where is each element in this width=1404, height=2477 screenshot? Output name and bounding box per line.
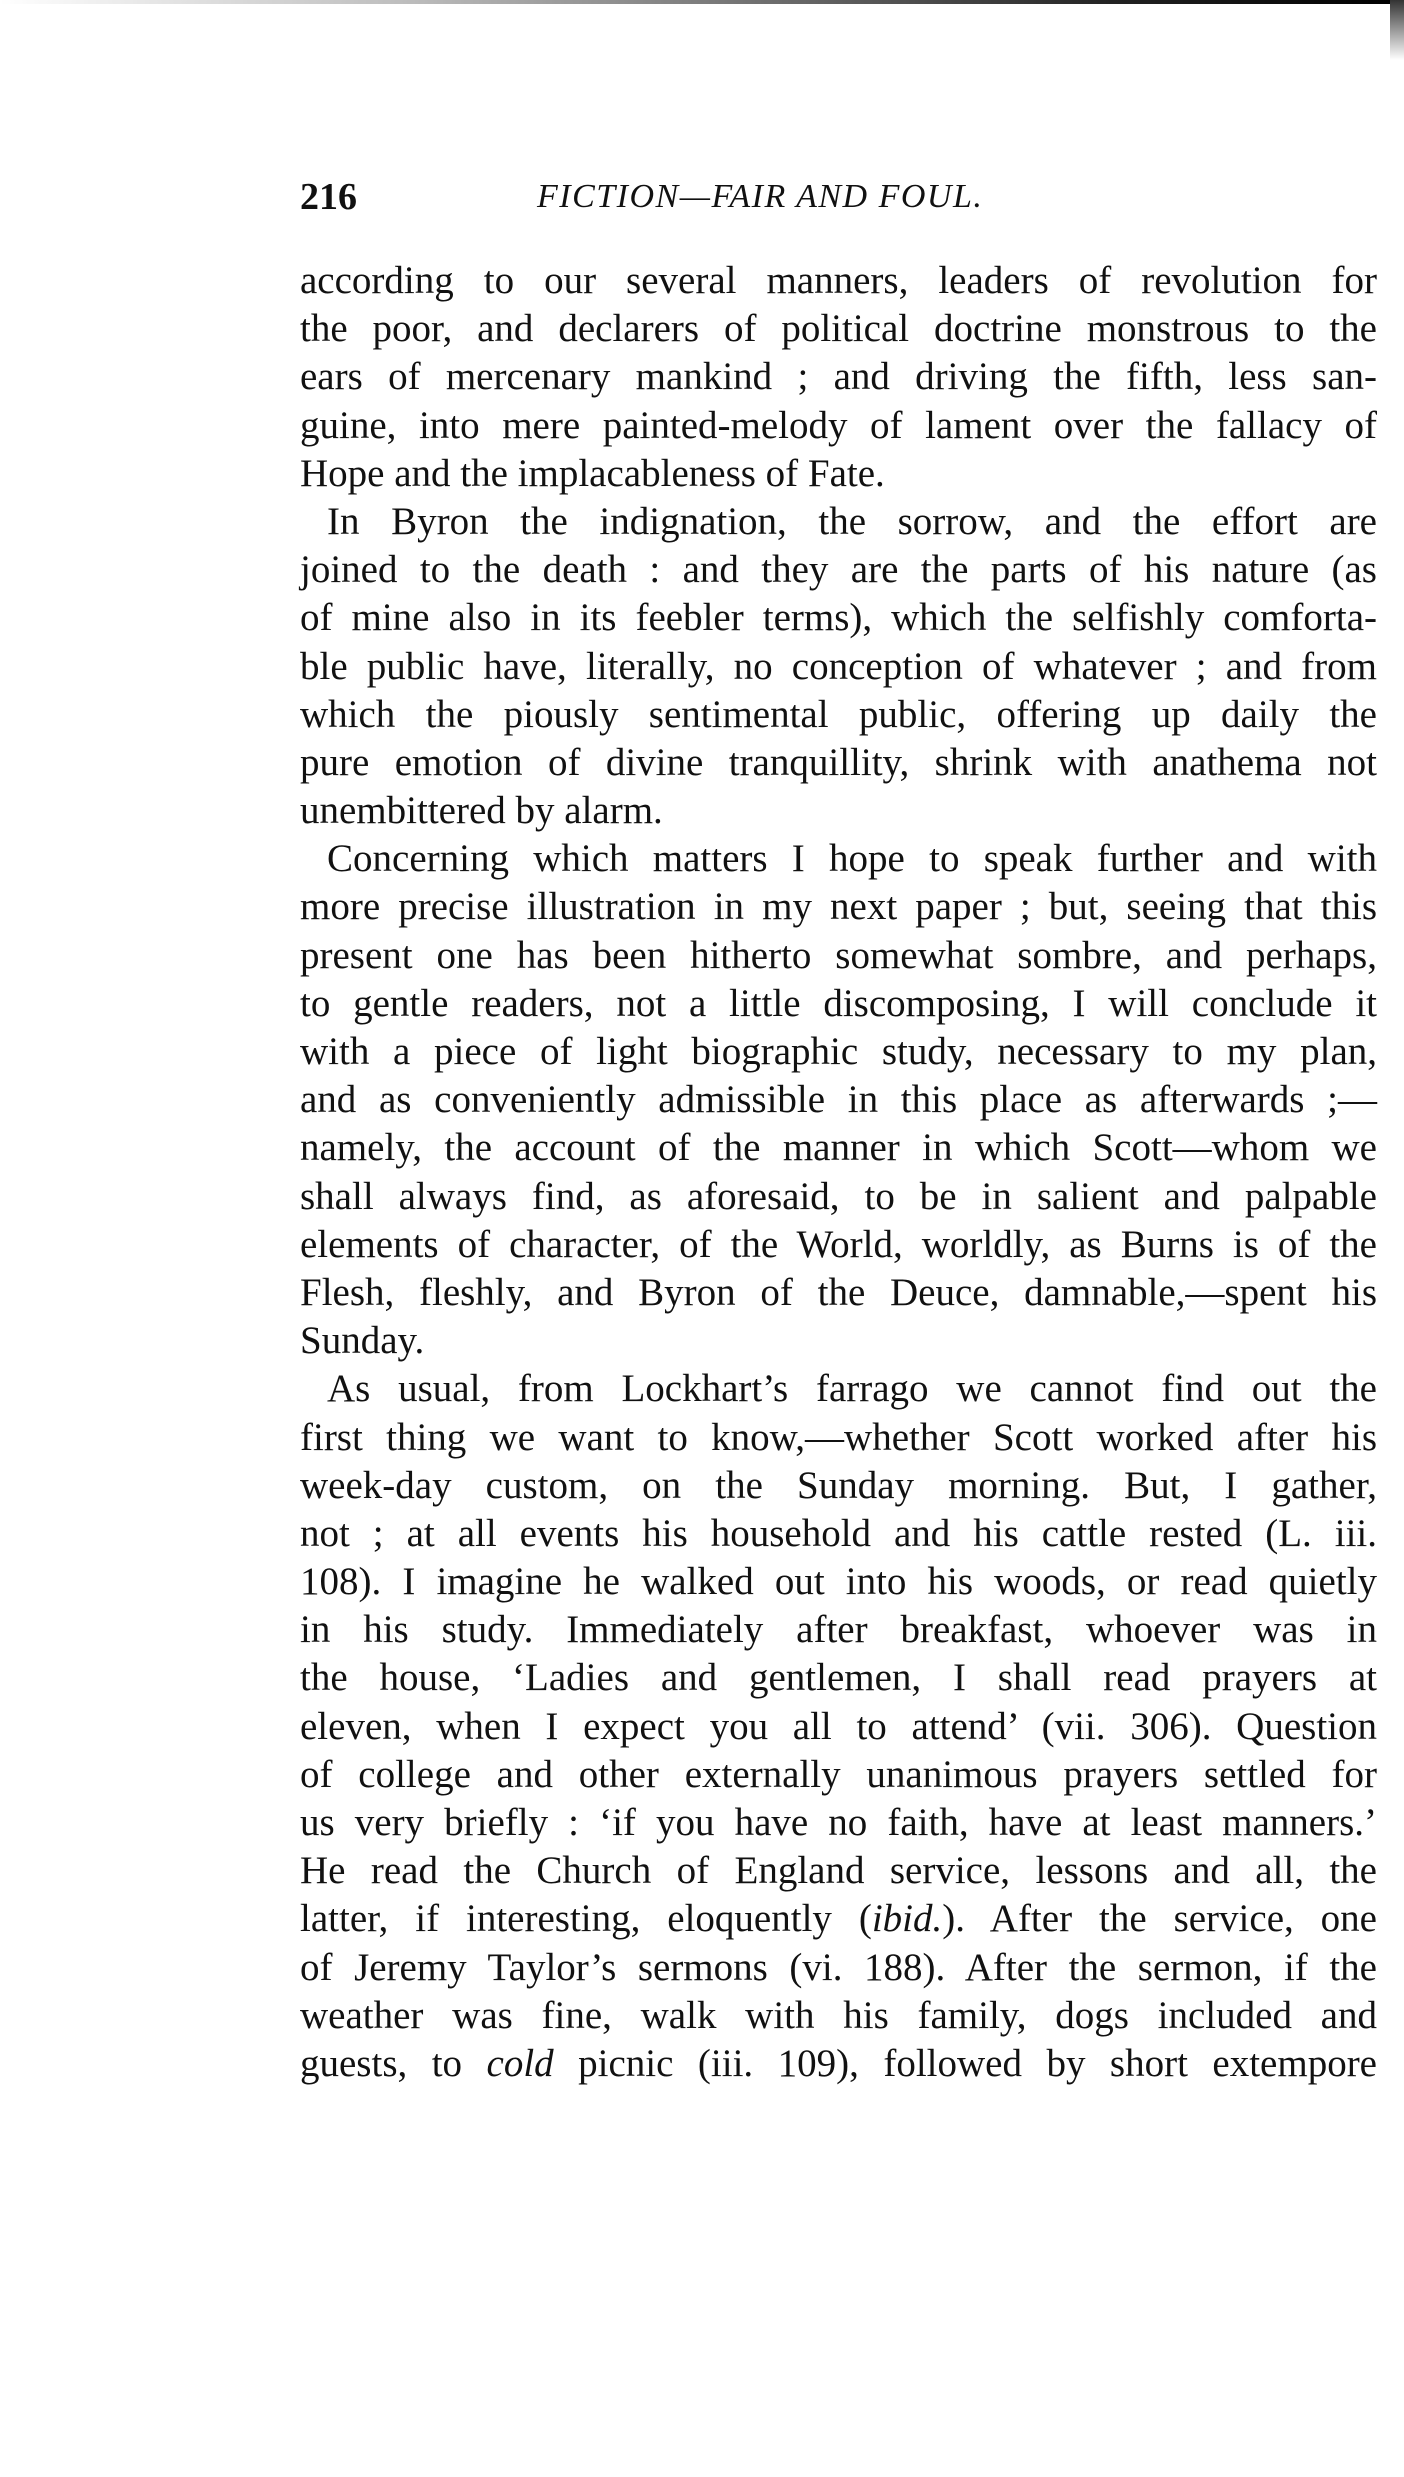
text-line: of Jeremy Taylor’s sermons (vi. 188). After the sermon, if the	[300, 1945, 1377, 1989]
text-line: first thing we want to know,—whether Scott worked after his	[300, 1415, 1377, 1459]
scan-top-edge	[0, 0, 1390, 4]
text-line: Sunday.	[300, 1319, 425, 1363]
text-line: Hope and the implacableness of Fate.	[300, 451, 885, 495]
text-line: 108). I imagine he walked out into his woods, or read quietly	[300, 1560, 1377, 1604]
text-segment: latter, if interesting, eloquently (	[300, 1897, 872, 1941]
text-line: shall always find, as aforesaid, to be in salient and palpable	[300, 1174, 1377, 1218]
text-line: of college and other externally unanimous prayers settled for	[300, 1752, 1377, 1796]
text-line: more precise illustration in my next paper ; but, seeing that this	[300, 885, 1377, 929]
text-line: not ; at all events his household and his cattle rested (L. iii.	[300, 1511, 1377, 1555]
text-line	[300, 1895, 1377, 1943]
text-line: As usual, from Lockhart’s farrago we cannot find out the	[327, 1367, 1377, 1411]
text-line: in his study. Immediately after breakfast, whoever was in	[300, 1608, 1377, 1652]
text-line: unembittered by alarm.	[300, 789, 663, 833]
text-line: Concerning which matters I hope to speak further and with	[327, 837, 1377, 881]
text-line: and as conveniently admissible in this place as afterwards ;—	[300, 1078, 1377, 1122]
paragraph	[300, 257, 1377, 498]
text-line: eleven, when I expect you all to attend’ (vii. 306). Question	[300, 1704, 1377, 1748]
text-line: pure emotion of divine tranquillity, shrink with anathema not	[300, 740, 1377, 784]
body-text	[300, 257, 1377, 2088]
text-line: to gentle readers, not a little discomposing, I will conclude it	[300, 981, 1377, 1025]
paragraph	[300, 835, 1377, 1365]
page-number: 216	[300, 176, 357, 218]
text-line: elements of character, of the World, worldly, as Burns is of the	[300, 1222, 1377, 1266]
text-line: ble public have, literally, no conception of whatever ; and from	[300, 644, 1377, 688]
text-line: the poor, and declarers of political doctrine monstrous to the	[300, 307, 1377, 351]
italic-text: ibid.	[871, 1897, 943, 1941]
text-line: guine, into mere painted-melody of lament over the fallacy of	[300, 403, 1377, 447]
text-line	[300, 2040, 1377, 2088]
text-line: joined to the death : and they are the parts of his nature (as	[300, 548, 1377, 592]
text-line: the house, ‘Ladies and gentlemen, I shall read prayers at	[300, 1656, 1377, 1700]
scan-corner-smudge	[1390, 0, 1404, 60]
text-segment: guests, to	[300, 2041, 487, 2085]
text-line: ears of mercenary mankind ; and driving the fifth, less san-	[300, 355, 1377, 399]
paragraph	[300, 1365, 1377, 2088]
paragraph	[300, 498, 1377, 835]
text-line: In Byron the indignation, the sorrow, and the effort are	[327, 499, 1377, 543]
text-line: week-day custom, on the Sunday morning. But, I gather,	[300, 1463, 1377, 1507]
text-segment: picnic (iii. 109), followed by short extempore	[553, 2041, 1377, 2085]
text-line: present one has been hitherto somewhat sombre, and perhaps,	[300, 933, 1377, 977]
text-line: Flesh, fleshly, and Byron of the Deuce, damnable,—spent his	[300, 1270, 1377, 1314]
page-header	[300, 172, 1377, 222]
text-line: us very briefly : ‘if you have no faith, have at least manners.’	[300, 1801, 1377, 1844]
running-title: FICTION—FAIR AND FOUL.	[537, 178, 984, 215]
text-segment: ). After the service, one	[942, 1897, 1377, 1941]
text-line: with a piece of light biographic study, necessary to my plan,	[300, 1030, 1377, 1073]
text-line: weather was fine, walk with his family, dogs included and	[300, 1993, 1377, 2037]
italic-text: cold	[486, 2041, 554, 2085]
text-line: according to our several manners, leaders of revolution for	[300, 259, 1377, 302]
text-line: which the piously sentimental public, offering up daily the	[300, 692, 1377, 736]
text-line: namely, the account of the manner in which Scott—whom we	[300, 1126, 1377, 1170]
text-line: of mine also in its feebler terms), which the selfishly comforta-	[300, 596, 1377, 640]
text-line: He read the Church of England service, lessons and all, the	[300, 1849, 1377, 1893]
